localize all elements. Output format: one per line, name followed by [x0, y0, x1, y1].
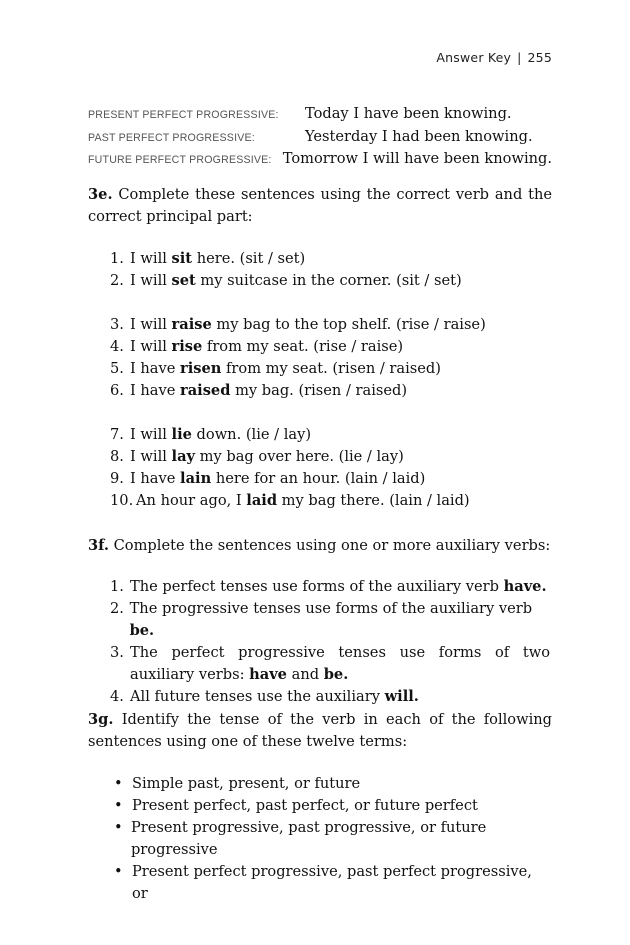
list-item — [110, 598, 552, 642]
item-text: I have — [130, 470, 181, 487]
item-number: 2. — [110, 600, 124, 617]
list-item — [110, 446, 552, 468]
item-number: 3. — [110, 316, 124, 333]
item-text: I will — [130, 448, 172, 465]
section-3g-text: Identify the tense of the verb in each of the following sentences using one of these twelve terms: — [88, 711, 552, 750]
list-item — [110, 248, 552, 270]
header-title: Answer Key — [436, 50, 512, 65]
tense-row — [88, 148, 552, 171]
bullet-icon: • — [114, 863, 123, 880]
item-answer: lay — [171, 448, 196, 465]
item-answer: will. — [384, 688, 419, 705]
item-text: my suitcase in the corner. (sit / set) — [195, 272, 462, 289]
list-item — [110, 576, 552, 598]
item-text: Simple past, present, or future — [132, 775, 361, 792]
item-text: An hour ago, I — [136, 492, 247, 509]
item-text: my bag. (risen / raised) — [230, 382, 408, 399]
list-item — [110, 490, 552, 512]
list-item — [110, 468, 552, 490]
list-item — [110, 686, 552, 708]
item-text: I have — [130, 360, 181, 377]
item-number: 3. — [110, 644, 124, 661]
list-item — [110, 358, 552, 380]
list-item — [114, 861, 552, 905]
item-answer: risen — [180, 360, 222, 377]
item-answer: lie — [171, 426, 192, 443]
item-text: I will — [130, 316, 172, 333]
item-number: 10. — [110, 492, 134, 509]
item-answer: rise — [171, 338, 203, 355]
item-number: 2. — [110, 272, 124, 289]
section-3e-tag: 3e. — [88, 186, 113, 203]
section-3f-list — [110, 576, 552, 708]
item-answer: have. — [503, 578, 547, 595]
item-number: 9. — [110, 470, 124, 487]
item-text: I will — [130, 426, 172, 443]
list-item — [114, 817, 552, 861]
item-text: from my seat. (rise / raise) — [202, 338, 404, 355]
list-item — [110, 642, 552, 686]
list-item — [110, 270, 552, 292]
tense-label: PAST PERFECT PROGRESSIVE: — [88, 131, 255, 144]
section-3e-instruction — [88, 184, 552, 228]
section-3e-list — [110, 248, 552, 512]
item-answer: be. — [323, 666, 349, 683]
item-text: I will — [130, 338, 172, 355]
item-text: and — [286, 666, 324, 683]
section-3g-list — [114, 773, 552, 905]
section-3g-instruction — [88, 709, 552, 753]
item-number: 8. — [110, 448, 124, 465]
item-text: Present perfect, past perfect, or future perfect — [132, 797, 478, 814]
list-item — [110, 336, 552, 358]
item-text: The progressive tenses use forms of the auxiliary verb — [129, 600, 533, 617]
list-spacer — [110, 292, 552, 314]
list-item — [110, 424, 552, 446]
item-text: down. (lie / lay) — [191, 426, 312, 443]
section-3g — [88, 709, 552, 905]
bullet-icon: • — [114, 797, 123, 814]
item-text: I will — [130, 250, 172, 267]
item-number: 7. — [110, 426, 124, 443]
item-answer: set — [171, 272, 196, 289]
item-answer: be. — [129, 622, 155, 639]
item-text: Present perfect progressive, past perfect progressive, or — [131, 863, 532, 902]
tense-examples — [88, 103, 552, 171]
page-number: 255 — [527, 50, 552, 65]
tense-row — [88, 103, 552, 126]
item-text: here for an hour. (lain / laid) — [211, 470, 426, 487]
list-item — [114, 795, 552, 817]
section-3f — [88, 535, 552, 708]
tense-example: Today I have been knowing. — [305, 105, 512, 122]
item-text: All future tenses use the auxiliary — [130, 688, 385, 705]
tense-example: Yesterday I had been knowing. — [305, 127, 533, 145]
section-3f-instruction — [88, 535, 552, 557]
item-number: 4. — [110, 688, 124, 705]
item-text: Present progressive, past progressive, or future progressive — [130, 819, 487, 858]
section-3g-tag: 3g. — [88, 711, 114, 728]
item-text: The perfect progressive tenses use forms of two auxiliary verbs: — [130, 644, 550, 683]
item-answer: raised — [180, 382, 231, 399]
item-number: 5. — [110, 360, 124, 377]
item-answer: raise — [171, 316, 212, 333]
item-text: I will — [130, 272, 172, 289]
item-text: my bag to the top shelf. (rise / raise) — [211, 316, 486, 333]
item-answer: laid — [246, 492, 278, 509]
list-item — [110, 314, 552, 336]
list-item — [110, 380, 552, 402]
item-text: I have — [130, 382, 181, 399]
item-answer: lain — [180, 470, 212, 487]
tense-example: Tomorrow I will have been knowing. — [282, 150, 552, 167]
section-3f-tag: 3f. — [88, 537, 109, 554]
tense-label: FUTURE PERFECT PROGRESSIVE: — [88, 154, 272, 166]
bullet-icon: • — [114, 775, 123, 792]
item-number: 1. — [110, 578, 124, 595]
item-answer: have — [249, 666, 287, 683]
item-text: my bag there. (lain / laid) — [277, 492, 470, 509]
running-header — [436, 50, 552, 65]
header-separator: | — [517, 50, 522, 65]
item-number: 4. — [110, 338, 124, 355]
item-text: from my seat. (risen / raised) — [221, 360, 441, 377]
section-3e — [88, 184, 552, 512]
item-number: 1. — [110, 250, 124, 267]
section-3e-text: Complete these sentences using the correct verb and the correct principal part: — [88, 186, 553, 225]
section-3f-text: Complete the sentences using one or more auxiliary verbs: — [113, 537, 551, 554]
item-text: my bag over here. (lie / lay) — [195, 448, 404, 465]
list-item — [114, 773, 552, 795]
tense-label: PRESENT PERFECT PROGRESSIVE: — [88, 109, 279, 121]
tense-row — [88, 126, 552, 149]
item-answer: sit — [171, 250, 193, 267]
item-number: 6. — [110, 382, 124, 399]
bullet-icon: • — [114, 819, 123, 836]
list-spacer — [110, 402, 552, 424]
item-text: here. (sit / set) — [192, 250, 306, 267]
item-text: The perfect tenses use forms of the auxiliary verb — [130, 578, 504, 595]
